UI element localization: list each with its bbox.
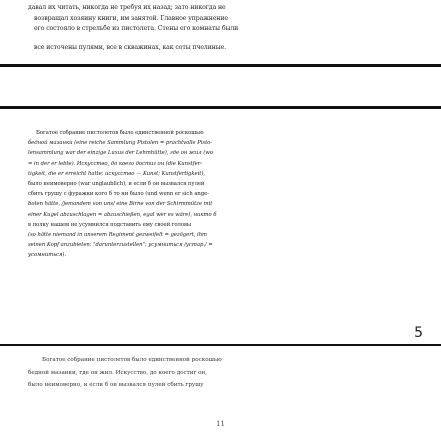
main-passage-line: усомниться). — [28, 252, 67, 259]
top-passage-line: давал их читать, никогда не требуя их назад; зато никогда не — [28, 4, 226, 11]
bottom-divider — [0, 344, 441, 346]
main-passage-line: lensammlung war der einzige Luxus der Lehmhütte), где он жил (wo — [28, 150, 213, 157]
bottom-passage — [28, 354, 426, 392]
main-passage-line: сбить грушу с фуражки кого б то ни было (und wenn er sich ange- — [28, 191, 209, 198]
bottom-passage-line: бедной мазанки, где он жил. Искусство, до коего достиг он, — [28, 369, 208, 376]
top-passage-line: все источены пулями, все в скважинах, как соты пчелиные. — [34, 43, 227, 51]
top-passage-line: его состояло в стрельбе из пистолета. Стены его комнаты были — [34, 25, 239, 32]
main-passage-line: бедной мазанки (eine reiche Sammlung Pistolen = prachtvolle Pisto- — [28, 140, 213, 147]
main-passage-line: (so hätte niemand in unserem Regiment gezweifelt = gezögert, ihm — [28, 232, 208, 239]
bottom-passage-line: было неимоверно, и если б он вызвался пулей сбить грушу — [28, 382, 204, 388]
bottom-passage-line: Богатое собрание пистолетов было единственной роскошью — [42, 357, 222, 363]
top-passage — [28, 3, 418, 53]
main-passage-line: einer Kugel abzuschlagen = abzuschießen, egal wer es wäre), никто б — [28, 211, 217, 218]
top-passage-line: возвращал хозяину книги, им занятой. Главное упражнение — [34, 14, 228, 22]
section-divider — [0, 106, 441, 109]
main-passage-line: Богатое собрание пистолетов было единственной роскошью — [36, 130, 204, 136]
main-passage-line: boten hätte, /jemandem von uns/ eine Birne von der Schirmmütze mit — [28, 201, 213, 208]
main-passage-line: seinen Kopf anzubieten: "darunterzustellen"; усумниться /устар./ = — [28, 242, 213, 249]
main-passage — [28, 128, 426, 261]
page-number: 5 — [414, 325, 423, 341]
top-divider — [0, 64, 441, 67]
main-passage-line: tigkeit, die er erreicht hatte; искусство — Kunst; Kunstfertigkeit), — [28, 170, 206, 177]
main-passage-line: = in der er lebte). Искусство, до коего достиг он (die Kunstfer- — [28, 160, 202, 167]
main-passage-line: было неимоверно (war unglaublich), и если б он вызвался пулей — [28, 181, 205, 188]
footer-page-mark: 11 — [216, 420, 225, 428]
main-passage-line: в полку нашем не усумнился подставить ему своей головы — [28, 221, 192, 228]
